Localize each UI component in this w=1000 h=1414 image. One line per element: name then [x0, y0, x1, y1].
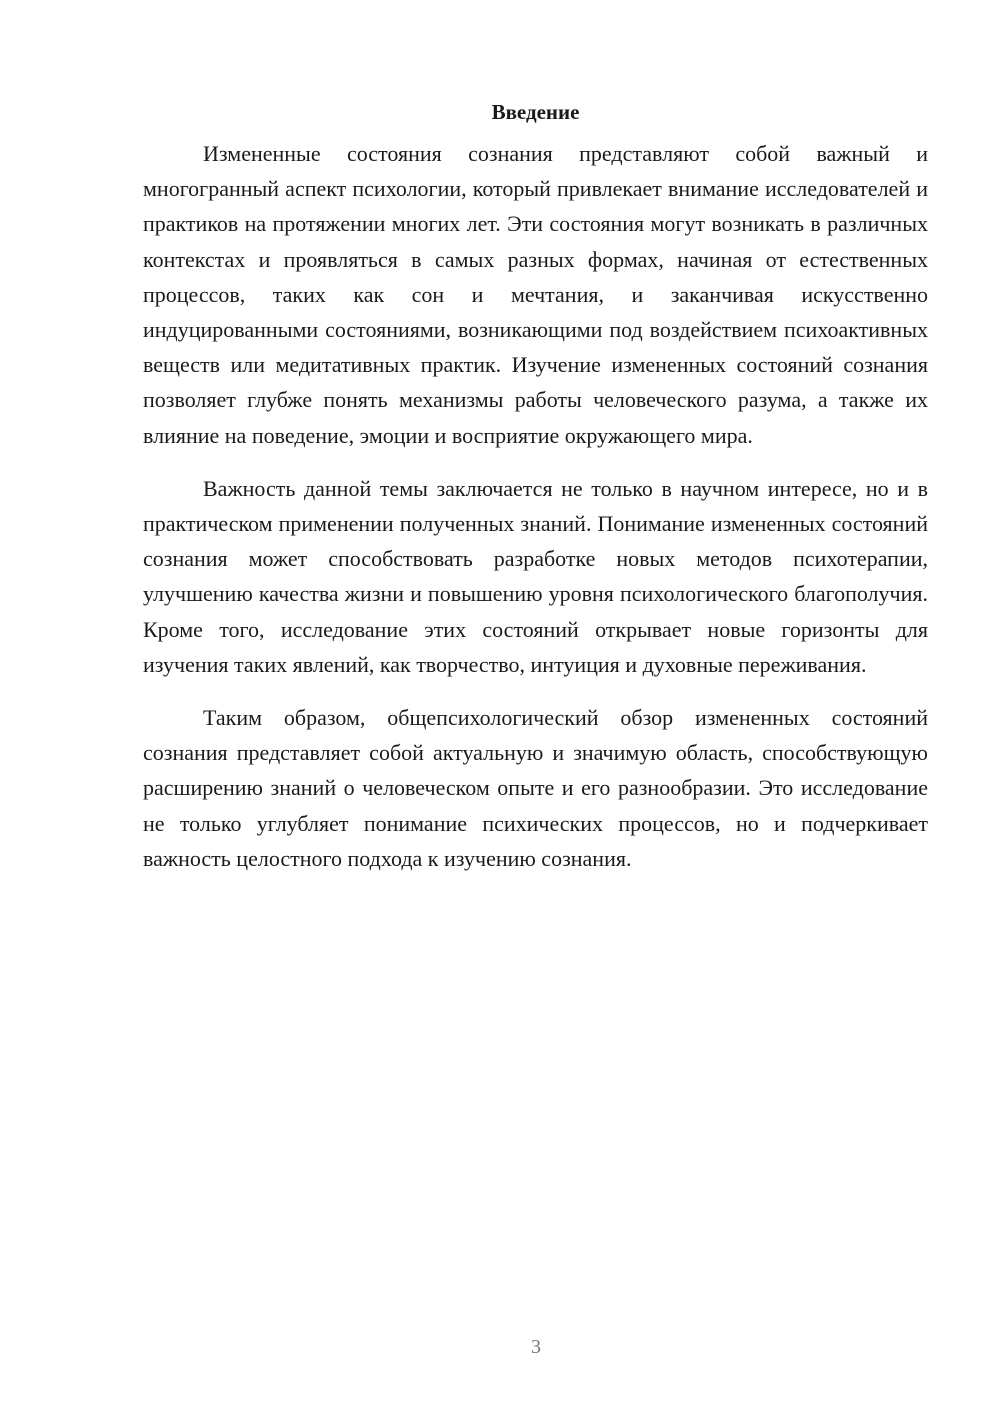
paragraph-2: Важность данной темы заключается не только в научном интересе, но и в практическом применении полученных знаний. Понимание измененных состояний сознания может способствовать разработке новых методов психотерапии, улучшению качества жизни и повышению уровня психологического благополучия. Кроме того, исследование этих состояний открывает новые горизонты для изучения таких явлений, как творчество, интуиция и духовные переживания. [143, 475, 928, 677]
section-heading: Введение [491, 100, 580, 124]
document-body [143, 98, 928, 894]
paragraph-3: Таким образом, общепсихологический обзор измененных состояний сознания представляет собой актуальную и значимую область, способствующую расширению знаний о человеческом опыте и его разнообразии. Это исследование не только углубляет понимание психических процессов, но и подчеркивает важность целостного подхода к изучению сознания. [143, 705, 928, 871]
page-number: 3 [531, 1336, 541, 1358]
paragraph-1: Измененные состояния сознания представляют собой важный и многогранный аспект психологии, который привлекает внимание исследователей и практиков на протяжении многих лет. Эти состояния могут возникать в различных контекстах и проявляться в самых разных формах, начиная от естественных процессов, таких как сон и мечтания, и заканчивая искусственно индуцированными состояниями, возникающими под воздействием психоактивных веществ или медитативных практик. Изучение измененных состояний сознания позволяет глубже понять механизмы работы человеческого разума, а также их влияние на поведение, эмоции и восприятие окружающего мира. [143, 141, 928, 448]
